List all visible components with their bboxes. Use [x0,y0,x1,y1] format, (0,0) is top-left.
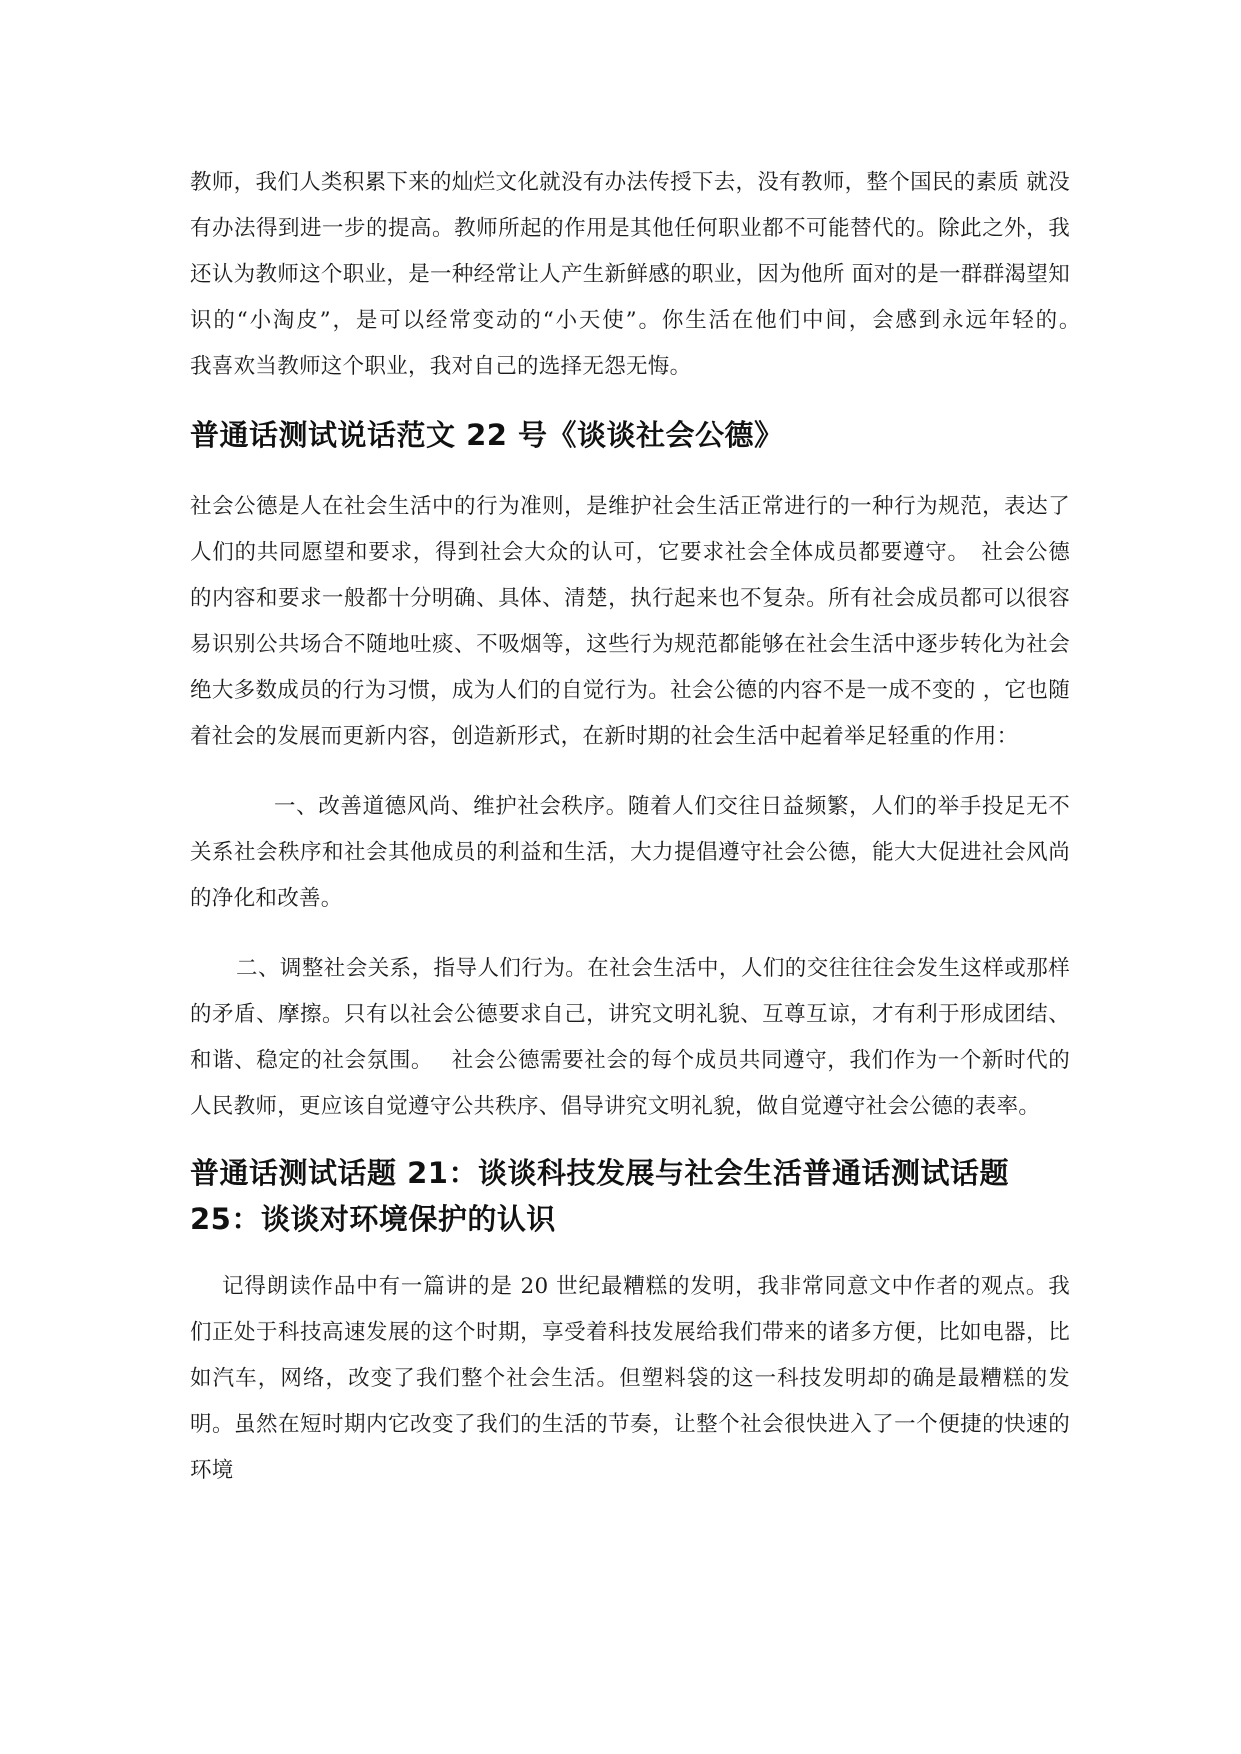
paragraph-plastic-bag: 记得朗读作品中有一篇讲的是 20 世纪最糟糕的发明，我非常同意文中作者的观点。我们正处于科技高速发展的这个时期，享受着科技发展给我们带来的诸多方便，比如电器，比如汽车，网络，改变了我们整个社会生活。但塑料袋的这一科技发明却的确是最糟糕的发明。虽然在短时期内它改变了我们的生活的节奏，让整个社会很快进入了一个便捷的快速的环境 [190,1274,1070,1483]
paragraph-social-morality-intro: 社会公德是人在社会生活中的行为准则，是维护社会生活正常进行的一种行为规范，表达了人们的共同愿望和要求，得到社会大众的认可，它要求社会全体成员都要遵守。 社会公德的内容和要求一般都十分明确、具体、清楚，执行起来也不复杂。所有社会成员都可以很容易识别公共场合不随地吐痰、不吸烟等，这些行为规范都能够在社会生活中逐步转化为社会绝大多数成员的行为习惯，成为人们的自觉行为。社会公德的内容不是一成不变的 ，它也随着社会的发展而更新内容，创造新形式，在新时期的社会生活中起着举足轻重的作用： [190,494,1070,749]
document-body [190,160,1114,1494]
section-heading-social-morality: 普通话测试说话范文 22 号《谈谈社会公德》 [190,418,784,452]
section-heading-technology-environment: 普通话测试话题 21：谈谈科技发展与社会生活普通话测试话题 25：谈谈对环境保护的认识 [190,1156,1009,1236]
paragraph-point-one: 一、改善道德风尚、维护社会秩序。随着人们交往日益频繁，人们的举手投足无不关系社会秩序和社会其他成员的利益和生活，大力提倡遵守社会公德，能大大促进社会风尚的净化和改善。 [190,794,1070,911]
paragraph-teacher-career: 教师，我们人类积累下来的灿烂文化就没有办法传授下去，没有教师，整个国民的素质 就没有办法得到进一步的提高。教师所起的作用是其他任何职业都不可能替代的。除此之外，我还认为教师这个职业，是一种经常让人产生新鲜感的职业，因为他所 面对的是一群群渴望知识的“小淘皮”，是可以经常变动的“小天使”。你生活在他们中间，会感到永远年轻的。 我喜欢当教师这个职业，我对自己的选择无怨无悔。 [190,170,1114,379]
paragraph-point-two: 二、调整社会关系，指导人们行为。在社会生活中，人们的交往往往会发生这样或那样的矛盾、摩擦。只有以社会公德要求自己，讲究文明礼貌、互尊互谅，才有利于形成团结、和谐、稳定的社会氛围。 社会公德需要社会的每个成员共同遵守，我们作为一个新时代的人民教师，更应该自觉遵守公共秩序、倡导讲究文明礼貌，做自觉遵守社会公德的表率。 [190,956,1070,1119]
